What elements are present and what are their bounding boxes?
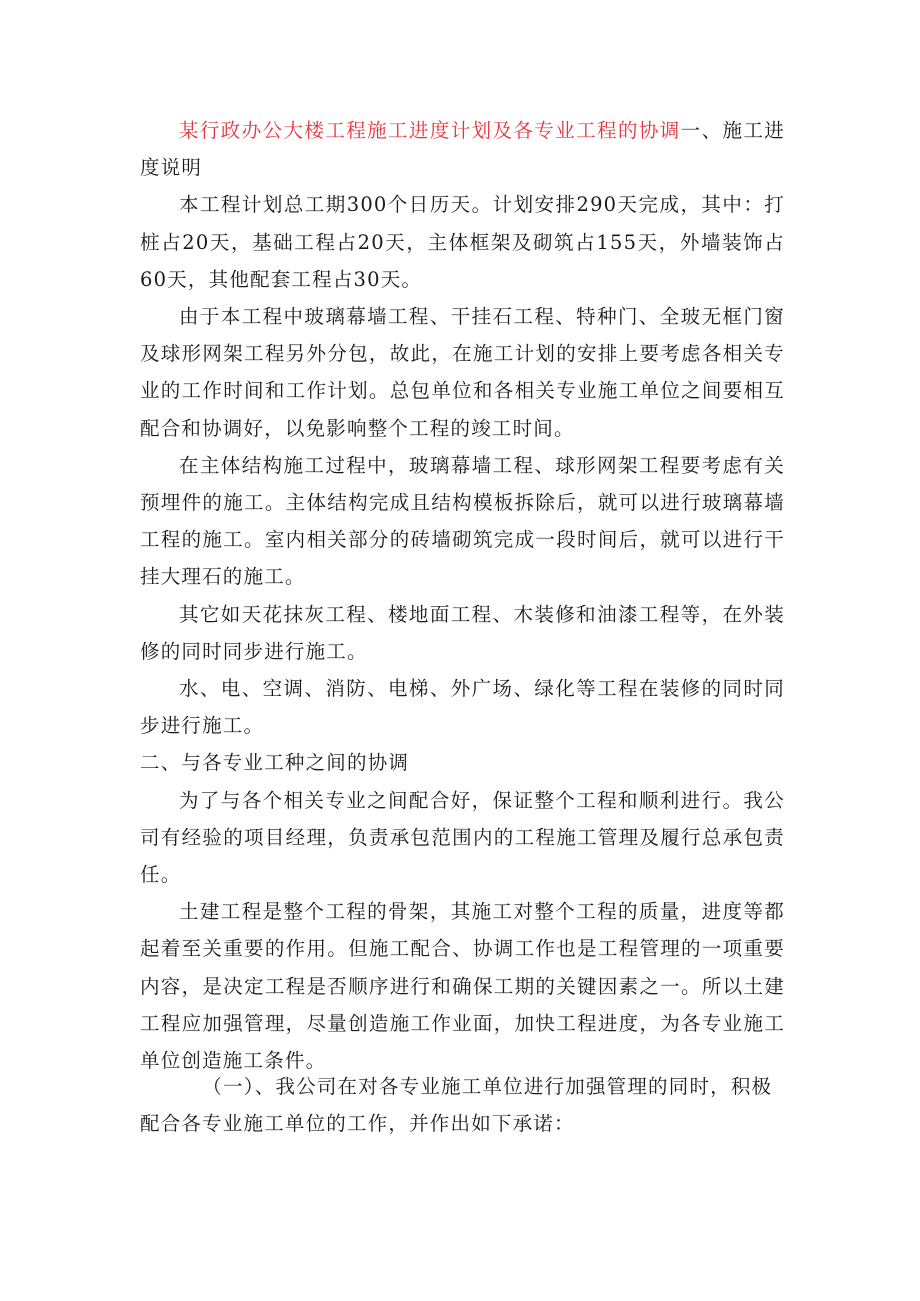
title-paragraph [140, 112, 785, 186]
paragraph: 其它如天花抹灰工程、楼地面工程、木装修和油漆工程等，在外装修的同时同步进行施工。 [140, 602, 785, 663]
subsection-block [140, 1068, 785, 1142]
document-title: 某行政办公大楼工程施工进度计划及各专业工程的协调 [179, 119, 681, 142]
document-body [140, 112, 785, 1079]
paragraph: 由于本工程中玻璃幕墙工程、干挂石工程、特种门、全玻无框门窗及球形网架工程另外分包，故此，在施工计划的安排上要考虑各相关专业的工作时间和工作计划。总包单位和各相关专业施工单位之间要相互配合和协调好，以免影响整个工程的竣工时间。 [140, 305, 785, 440]
section2-heading: 二、与各专业工种之间的协调 [140, 751, 410, 775]
paragraph: 在主体结构施工过程中，玻璃幕墙工程、球形网架工程要考虑有关预埋件的施工。主体结构完成且结构模板拆除后，就可以进行玻璃幕墙工程的施工。室内相关部分的砖墙砌筑完成一段时间后，就可以进行干挂大理石的施工。 [140, 453, 785, 589]
paragraph: 本工程计划总工期300个日历天。计划安排290天完成，其中：打桩占20天，基础工程占20天，主体框架及砌筑占155天，外墙装饰占60天，其他配套工程占30天。 [140, 193, 785, 291]
section1-heading: 一、施工进度说明 [140, 119, 785, 180]
paragraph: 水、电、空调、消防、电梯、外广场、绿化等工程在装修的同时同步进行施工。 [140, 677, 785, 738]
subsection-1: （一）、我公司在对各专业施工单位进行加强管理的同时，积极配合各专业施工单位的工作，并作出如下承诺： [140, 1075, 773, 1136]
paragraph: 土建工程是整个工程的骨架，其施工对整个工程的质量，进度等都起着至关重要的作用。但施工配合、协调工作也是工程管理的一项重要内容，是决定工程是否顺序进行和确保工期的关键因素之一。所以土建工程应加强管理，尽量创造施工作业面，加快工程进度，为各专业施工单位创造施工条件。 [140, 900, 785, 1073]
paragraph: 为了与各个相关专业之间配合好，保证整个工程和顺利进行。我公司有经验的项目经理，负责承包范围内的工程施工管理及履行总承包责任。 [140, 788, 785, 887]
